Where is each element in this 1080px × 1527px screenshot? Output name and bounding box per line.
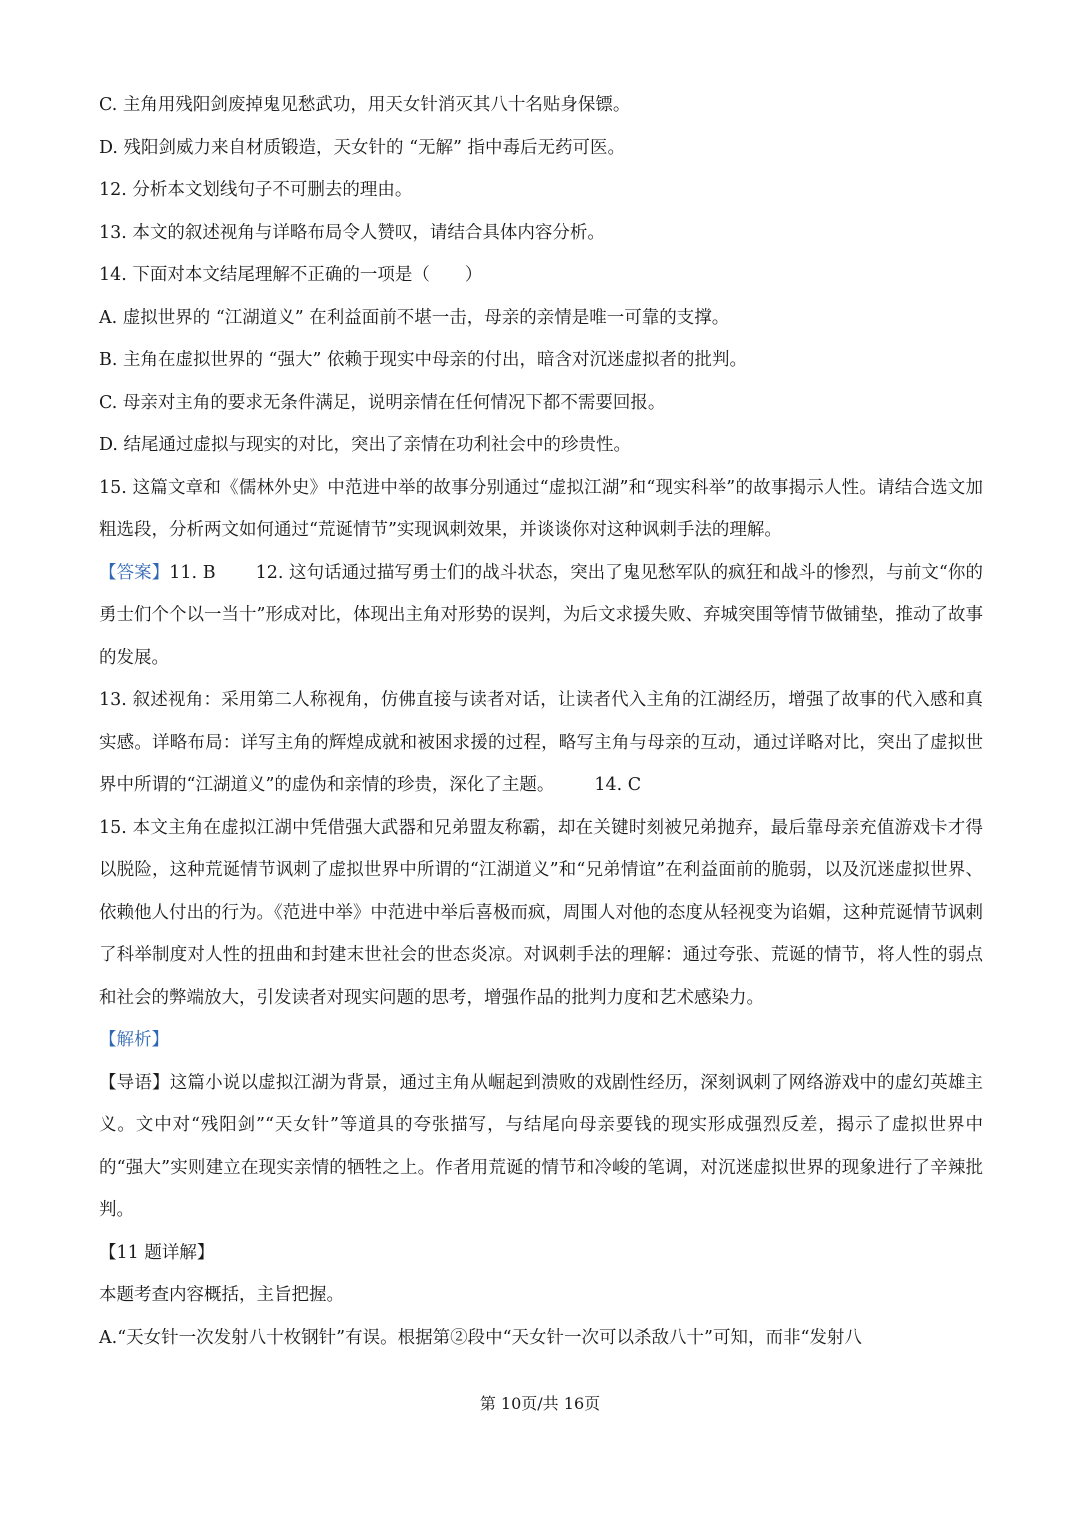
question-14: 14. 下面对本文结尾理解不正确的一项是（ ） [99,265,483,285]
question-13: 13. 本文的叙述视角与详略布局令人赞叹，请结合具体内容分析。 [99,222,605,243]
answer-label: 【答案】 [99,562,170,583]
answer-13: 13. 叙述视角：采用第二人称视角，仿佛直接与读者对话，让读者代入主角的江湖经历，增强了故事的代入感和真实感。详略布局：详写主角的辉煌成就和被困求援的过程，略写主角与母亲的互动，通过详略对比，突出了虚拟世界中所谓的“江湖道义”的虚伪和亲情的珍贵，深化了主题。 [99,690,983,795]
page-number-footer: 第 10页/共 16页 [479,1394,601,1413]
option-11d: D. 残阳剑威力来自材质锻造，天女针的 “无解” 指中毒后无药可医。 [99,137,626,158]
answer-11: 11. B [169,562,216,583]
option-11c: C. 主角用残阳剑废掉鬼见愁武功，用天女针消灭其八十名贴身保镖。 [99,95,631,115]
option-14c: C. 母亲对主角的要求无条件满足，说明亲情在任何情况下都不需要回报。 [99,392,666,413]
question-15: 15. 这篇文章和《儒林外史》中范进中举的故事分别通过“虚拟江湖”和“现实科举”的故事揭示人性。请结合选文加粗选段，分析两文如何通过“荒诞情节”实现讽刺效果，并谈谈你对这种讽刺手法的理解。 [99,477,983,540]
answer-14: 14. C [594,775,642,795]
analysis-label: 【解析】 [99,1030,169,1050]
option-14d: D. 结尾通过虚拟与现实的对比，突出了亲情在功利社会中的珍贵性。 [99,435,632,455]
option-14b: B. 主角在虚拟世界的 “强大” 依赖于现实中母亲的付出，暗含对沉迷虚拟者的批判。 [99,350,748,370]
answer-13-block [99,679,983,807]
q11-detail-a: A.“天女针一次发射八十枚钢针”有误。根据第②段中“天女针一次可以杀敌八十”可知，而非“发射八 [99,1327,862,1348]
question-12: 12. 分析本文划线句子不可删去的理由。 [99,180,413,200]
option-14a: A. 虚拟世界的 “江湖道义” 在利益面前不堪一击，母亲的亲情是唯一可靠的支撑。 [99,307,730,328]
q11-detail-title: 【11 题详解】 [99,1242,215,1263]
answer-block [99,552,983,680]
answer-15: 15. 本文主角在虚拟江湖中凭借强大武器和兄弟盟友称霸，却在关键时刻被兄弟抛弃，最后靠母亲充值游戏卡才得以脱险，这种荒诞情节讽刺了虚拟世界中所谓的“江湖道义”和“兄弟情谊”在利益面前的脆弱，以及沉迷虚拟世界、依赖他人付出的行为。《范进中举》中范进中举后喜极而疯，周围人对他的态度从轻视变为谄媚，这种荒诞情节讽刺了科举制度对人性的扭曲和封建末世社会的世态炎凉。对讽刺手法的理解：通过夸张、荒诞的情节，将人性的弱点和社会的弊端放大，引发读者对现实问题的思考，增强作品的批判力度和艺术感染力。 [99,817,983,1008]
q11-detail-intro: 本题考查内容概括，主旨把握。 [99,1285,344,1305]
answer-12: 12. 这句话通过描写勇士们的战斗状态，突出了鬼见愁军队的疯狂和战斗的惨烈，与前文“你的勇士们个个以一当十”形成对比，体现出主角对形势的误判，为后文求援失败、弃城突围等情节做铺垫，推动了故事的发展。 [99,562,984,668]
guide-paragraph: 【导语】这篇小说以虚拟江湖为背景，通过主角从崛起到溃败的戏剧性经历，深刻讽刺了网络游戏中的虚幻英雄主义。文中对“残阳剑”“天女针”等道具的夸张描写，与结尾向母亲要钱的现实形成强烈反差，揭示了虚拟世界中的“强大”实则建立在现实亲情的牺牲之上。作者用荒诞的情节和冷峻的笔调，对沉迷虚拟世界的现象进行了辛辣批判。 [99,1072,983,1220]
document-page [99,84,983,1359]
